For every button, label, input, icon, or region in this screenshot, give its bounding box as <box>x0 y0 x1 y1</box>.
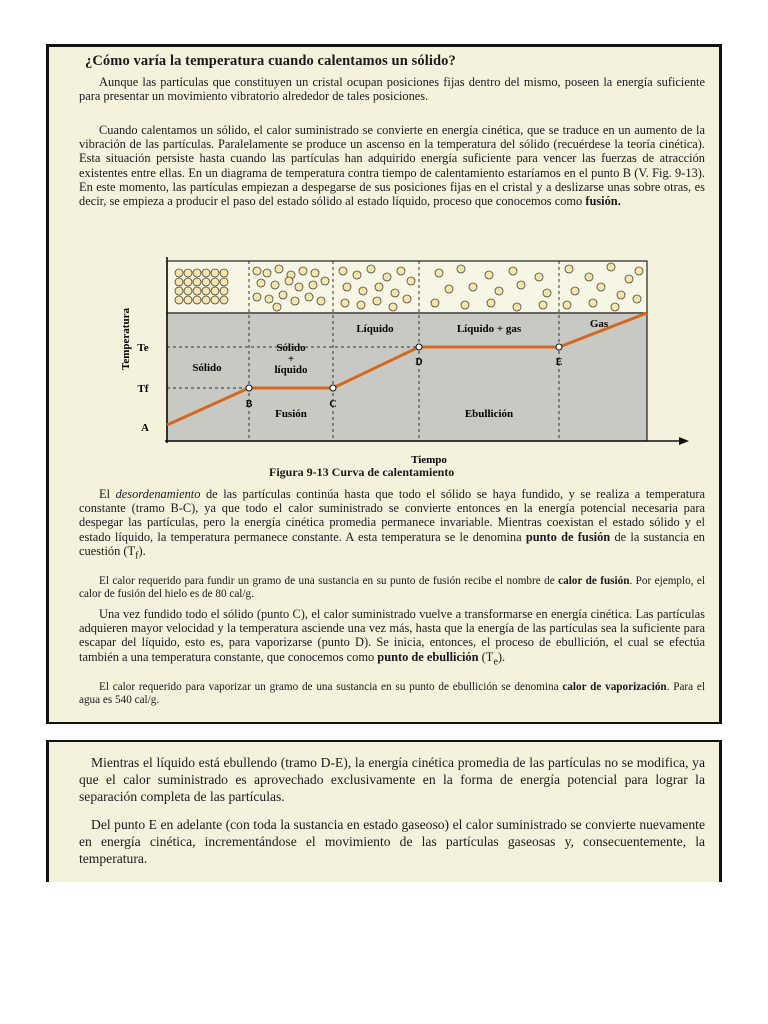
particle <box>175 269 183 277</box>
particle <box>220 287 228 295</box>
paragraph-2 <box>79 123 705 208</box>
particle <box>407 277 415 285</box>
particle <box>271 281 279 289</box>
particle <box>295 283 303 291</box>
particle <box>184 287 192 295</box>
particle <box>343 283 351 291</box>
particle <box>202 269 210 277</box>
particle <box>495 287 503 295</box>
particle <box>202 278 210 286</box>
section-title: ¿Cómo varía la temperatura cuando calentamos un sólido? <box>85 53 456 69</box>
particle <box>305 293 313 301</box>
particle <box>193 287 201 295</box>
y-axis-label: Temperatura <box>120 308 132 370</box>
particle <box>263 269 271 277</box>
particle <box>193 269 201 277</box>
term-calor-de-fusion: calor de fusión <box>558 575 630 587</box>
point-b: B <box>245 399 253 410</box>
paragraph-3 <box>79 487 705 563</box>
paragraph-3-text-c: de la sustancia en cuestión (T <box>79 529 705 558</box>
particle <box>193 278 201 286</box>
graph-panel <box>167 313 647 441</box>
heating-curve-figure <box>120 251 709 481</box>
particle <box>273 303 281 311</box>
particle <box>635 267 643 275</box>
particle <box>461 301 469 309</box>
particle <box>184 269 192 277</box>
paragraph-1 <box>79 75 705 103</box>
label-solido-liquido-3: líquido <box>274 364 308 376</box>
paragraph-5-text: Mientras el líquido está ebullendo (tramo D-E), la energía cinética promedia de las partículas no se modifica, ya que el calor suministrado es aprovechado exclusivamente en la forma de energía potencial para lograr la separación completa de las partículas. <box>79 755 705 804</box>
note-calor-vaporizacion <box>79 681 705 707</box>
particle <box>285 277 293 285</box>
particle <box>625 275 633 283</box>
particle <box>211 296 219 304</box>
particle <box>299 267 307 275</box>
particle <box>435 269 443 277</box>
figure-caption: Figura 9-13 Curva de calentamiento <box>269 465 455 479</box>
particle <box>589 299 597 307</box>
particle <box>585 273 593 281</box>
label-solido: Sólido <box>192 362 222 374</box>
particle <box>175 287 183 295</box>
particle <box>571 287 579 295</box>
book-page-top <box>46 44 722 724</box>
book-page-bottom <box>46 740 722 882</box>
particle <box>175 296 183 304</box>
paragraph-3-text-a: El <box>99 487 116 501</box>
particle <box>321 277 329 285</box>
particle <box>391 289 399 297</box>
note-1-text-b: . Por ejemplo, el calor de fusión del hielo es de 80 cal/g. <box>79 575 705 600</box>
particle <box>202 287 210 295</box>
paragraph-6-text: Del punto E en adelante (con toda la sustancia en estado gaseoso) el calor suministrado se convierte nuevamente en energía cinética, incrementándose el movimiento de las partículas gaseosas y, consecuentemente, la temperatura. <box>79 817 705 866</box>
term-punto-de-fusion: punto de fusión <box>525 529 611 544</box>
particle <box>543 289 551 297</box>
paragraph-3-text-d: ). <box>138 543 146 558</box>
particle <box>487 299 495 307</box>
particle <box>211 269 219 277</box>
particle <box>291 297 299 305</box>
subscript-f: f <box>135 550 139 562</box>
particle <box>211 278 219 286</box>
paragraph-5 <box>79 754 705 805</box>
particle <box>633 295 641 303</box>
subscript-e: e <box>493 656 498 668</box>
particle <box>513 303 521 311</box>
particle <box>339 267 347 275</box>
x-axis-label: Tiempo <box>411 454 447 466</box>
note-1-text-a: El calor requerido para fundir un gramo de una sustancia en su punto de fusión recibe el nombre de <box>99 575 559 587</box>
particle <box>539 301 547 309</box>
label-gas: Gas <box>589 318 609 330</box>
particle <box>275 265 283 273</box>
particle <box>359 287 367 295</box>
label-liquido-gas: Líquido + gas <box>456 323 522 335</box>
particle <box>375 283 383 291</box>
particle <box>607 263 615 271</box>
particle <box>257 279 265 287</box>
label-solido-liquido-2: + <box>287 353 295 365</box>
particle <box>253 293 261 301</box>
particle <box>220 269 228 277</box>
particle <box>357 301 365 309</box>
particle <box>485 271 493 279</box>
term-desordenamiento: desordenamiento <box>115 487 201 501</box>
particle <box>563 301 571 309</box>
particle <box>202 296 210 304</box>
tick-te: Te <box>137 342 149 354</box>
particle <box>341 299 349 307</box>
paragraph-6 <box>79 816 705 867</box>
particle <box>311 269 319 277</box>
particle <box>309 281 317 289</box>
point-d: D <box>415 357 423 368</box>
note-2-text-b: . Para el agua es 540 cal/g. <box>79 681 705 706</box>
particle <box>175 278 183 286</box>
point-c: C <box>329 399 337 410</box>
particle <box>457 265 465 273</box>
note-calor-fusion <box>79 575 705 601</box>
paragraph-1-text: Aunque las partículas que constituyen un cristal ocupan posiciones fijas dentro del mismo, poseen la energía suficiente para presentar un movimiento vibratorio alrededor de tales posiciones. <box>79 75 705 104</box>
particle <box>431 299 439 307</box>
label-ebullicion: Ebullición <box>464 408 514 420</box>
particle <box>353 271 361 279</box>
particle <box>389 303 397 311</box>
particle <box>565 265 573 273</box>
particle <box>211 287 219 295</box>
term-punto-de-ebullicion: punto de ebullición <box>377 649 479 664</box>
particle <box>184 296 192 304</box>
particle <box>317 297 325 305</box>
paragraph-3-text-b: de las partículas continúa hasta que todo el sólido se haya fundido, y se realiza a temperatura constante (tramo B-C), ya que todo el calor suministrado se convierte entonces en la energía potencial necesaria para despegar las partículas, pero la energía cinética promedia permanece invariable. Mientras coexistan el estado sólido y el estado líquido, la temperatura permanece constante. A esta temperatura se le denomina <box>79 487 706 544</box>
particle <box>617 291 625 299</box>
tick-tf: Tf <box>137 383 149 395</box>
note-2-text-a: El calor requerido para vaporizar un gramo de una sustancia en su punto de ebullición se denomina <box>99 681 563 693</box>
particle <box>373 297 381 305</box>
tick-a: A <box>141 422 149 434</box>
particle <box>193 296 201 304</box>
particle <box>509 267 517 275</box>
particle <box>265 295 273 303</box>
term-fusion: fusión. <box>585 194 621 209</box>
paragraph-4-text-a: Una vez fundido todo el sólido (punto C), el calor suministrado vuelve a transformarse en energía cinética. Las partículas adquieren mayor velocidad y la temperatura asciende una vez más, hasta que la energía de las partículas sea la suficiente para escapar del líquido, esto es, para vaporizarse (punto D). Se inicia, entonces, el proceso de ebullición, el cual se efectúa también a una temperatura constante, que conocemos como <box>79 607 705 664</box>
particle <box>445 285 453 293</box>
point-e: E <box>555 357 563 368</box>
particle <box>184 278 192 286</box>
term-calor-de-vaporizacion: calor de vaporización <box>562 681 667 693</box>
particle <box>597 283 605 291</box>
particle <box>469 283 477 291</box>
particle <box>397 267 405 275</box>
particle <box>220 296 228 304</box>
particle <box>535 273 543 281</box>
particle <box>517 281 525 289</box>
particle <box>611 303 619 311</box>
particle <box>403 295 411 303</box>
label-solido-liquido-1: Sólido <box>276 342 306 354</box>
paragraph-2-text: Cuando calentamos un sólido, el calor suministrado se convierte en energía cinética, que se traduce en un aumento de la vibración de las partículas. Paralelamente se produce un ascenso en la temperatura del sólido (recuérdese la teoría cinética). Esta situación persiste hasta cuando las partículas han adquirido energía suficiente para vencer las fuerzas de atracción existentes entre ellas. En un diagrama de temperatura contra tiempo de calentamiento estaríamos en el punto B (V. Fig. 9-13). En este momento, las partículas empiezan a despegarse de sus posiciones fijas en el cristal y a deslizarse unas sobre otras, es decir, se empieza a producir el paso del estado sólido al estado líquido, proceso que conocemos como <box>79 123 705 209</box>
paragraph-4 <box>79 607 705 669</box>
particle <box>253 267 261 275</box>
x-axis-arrow <box>679 437 689 445</box>
particle <box>279 291 287 299</box>
particle <box>383 273 391 281</box>
label-liquido: Líquido <box>356 323 394 335</box>
particle <box>367 265 375 273</box>
paragraph-4-text-c: ). <box>497 649 506 664</box>
paragraph-4-text-b: (T <box>478 649 494 664</box>
particle <box>220 278 228 286</box>
label-fusion: Fusión <box>275 408 307 420</box>
